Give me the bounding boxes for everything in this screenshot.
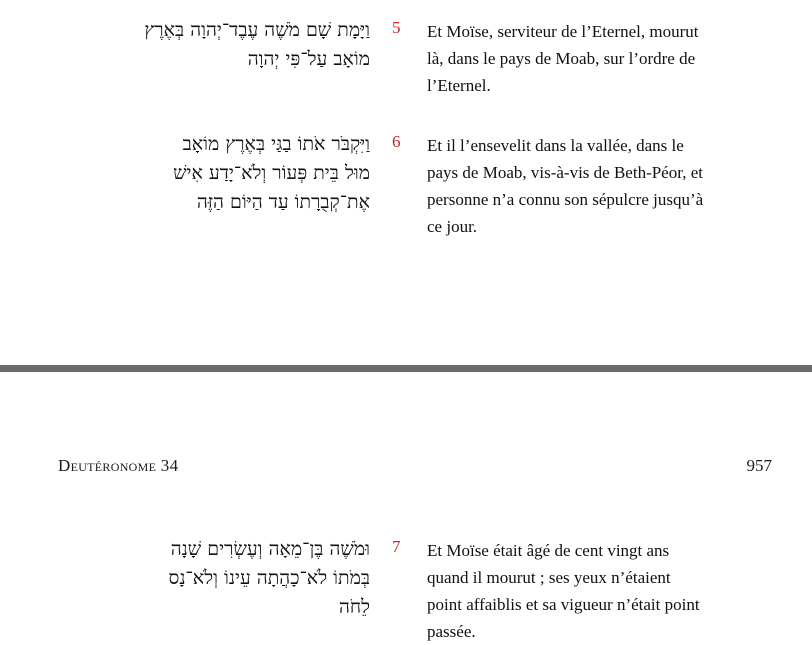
- verse-number: 5: [392, 18, 401, 37]
- french-line: ce jour.: [427, 217, 478, 236]
- hebrew-text: [70, 535, 370, 622]
- french-line: pays de Moab, vis-à-vis de Beth-Péor, et: [427, 163, 703, 182]
- hebrew-line: וַיָּמָת שָׁם מֹשֶׁה עֶבֶד־יְהוָה בְּאֶרֶץ: [144, 19, 370, 41]
- french-line: Et Moïse était âgé de cent vingt ans: [427, 541, 670, 560]
- french-line: là, dans le pays de Moab, sur l’ordre de: [427, 49, 696, 68]
- french-line: point affaiblis et sa vigueur n’était point: [427, 595, 700, 614]
- page-divider: [0, 365, 812, 372]
- french-line: Et il l’ensevelit dans la vallée, dans le: [427, 136, 684, 155]
- french-text: [427, 537, 732, 645]
- hebrew-text: [70, 130, 370, 217]
- hebrew-line: לֵחֹה: [338, 596, 370, 618]
- verse-number: 7: [392, 537, 401, 556]
- page-bottom: [0, 372, 812, 641]
- french-line: l’Eternel.: [427, 76, 491, 95]
- hebrew-line: מוֹאָב עַל־פִּי יְהוָה: [247, 48, 370, 70]
- french-line: passée.: [427, 622, 476, 641]
- hebrew-line: בְּמֹתוֹ לֹא־כָהֲתָה עֵינוֹ וְלֹא־נָס: [168, 567, 370, 589]
- french-line: personne n’a connu son sépulcre jusqu’à: [427, 190, 704, 209]
- verse-number: 6: [392, 132, 401, 151]
- hebrew-text: [70, 16, 370, 74]
- page-number: 957: [746, 456, 772, 475]
- hebrew-line: וּמֹשֶׁה בֶּן־מֵאָה וְעֶשְׂרִים שָׁנָה: [170, 538, 370, 560]
- hebrew-line: וַיִּקְבֹּר אֹתוֹ בַגַּי בְּאֶרֶץ מוֹאָב: [182, 133, 370, 155]
- french-line: Et Moïse, serviteur de l’Eternel, mourut: [427, 22, 699, 41]
- french-text: [427, 132, 732, 240]
- french-line: quand il mourut ; ses yeux n’étaient: [427, 568, 671, 587]
- running-head: [58, 456, 178, 476]
- hebrew-line: אֶת־קְבֻרָתוֹ עַד הַיּוֹם הַזֶּה: [196, 191, 370, 213]
- french-text: [427, 18, 732, 99]
- running-head-title: Deutéronome 34: [58, 456, 179, 475]
- hebrew-line: מוּל בֵּית פְּעוֹר וְלֹא־יָדַע אִישׁ: [173, 162, 370, 184]
